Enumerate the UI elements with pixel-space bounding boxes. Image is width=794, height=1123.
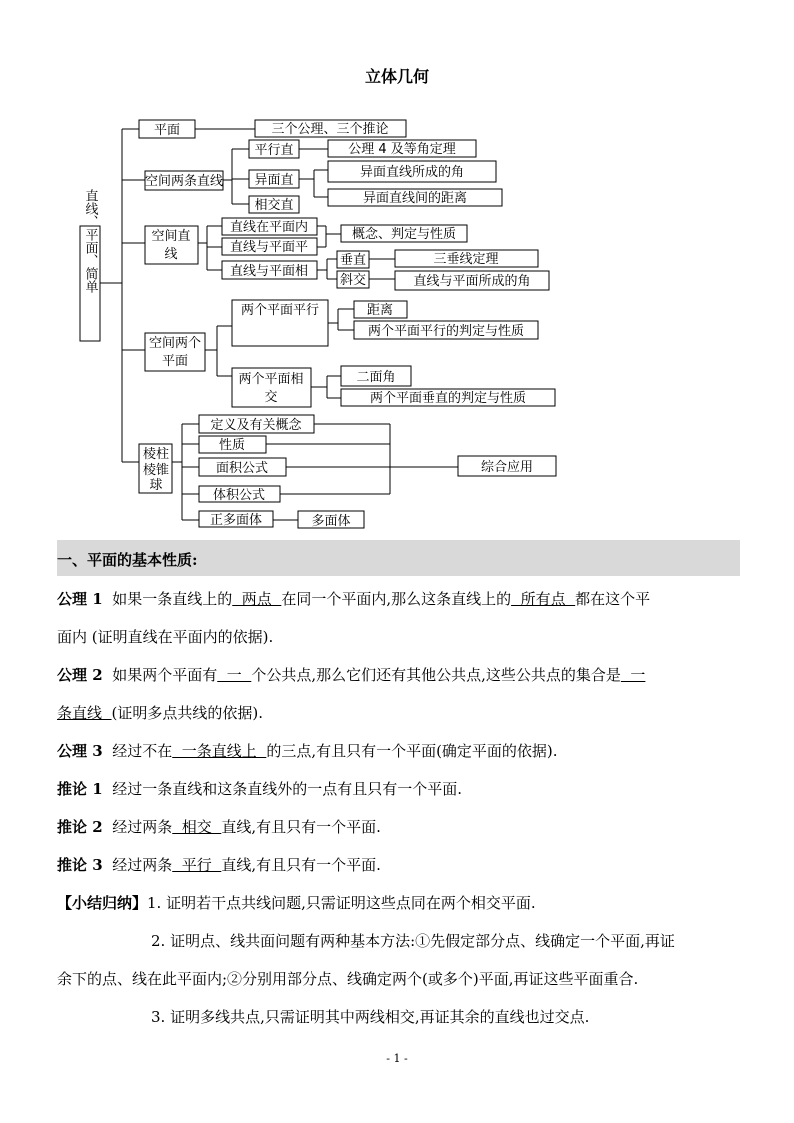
axiom2-line: 公理 2 如果两个平面有 一 个公共点,那么它们还有其他公共点,这些公共点的集合是 一 [57,666,646,684]
node-plane: 平面 [153,123,181,138]
node-planes-intersect: 两个平面相 [238,372,304,387]
knowledge-mindmap [0,0,794,540]
node-line-plane-leaf: 概念、判定与性质 [351,227,457,242]
node-planes-perp-judge: 两个平面垂直的判定与性质 [369,391,527,406]
node-oblique: 斜交 [339,273,367,288]
section-heading: 一、平面的基本性质: [57,551,198,569]
node-dihedral: 二面角 [356,370,396,385]
node-line-in-plane: 直线在平面内 [229,220,309,235]
page-number: - 1 - [386,1052,408,1065]
blank-line-a: 一 [620,666,646,684]
blank-all-points: 所有点 [511,590,576,608]
axiom3-line: 公理 3 经过不在 一条直线上 的三点,有且只有一个平面(确定平面的依据). [57,742,558,760]
node-skew-angle: 异面直线所成的角 [359,165,465,180]
node-line-plane-intersect: 直线与平面相 [229,264,309,279]
node-parallel-lines: 平行直 [254,143,294,158]
corollary2-line: 推论 2 经过两条 相交 直线,有且只有一个平面. [57,818,381,836]
node-skew-distance: 异面直线间的距离 [362,191,468,206]
axiom2-line2: 条直线 (证明多点共线的依据). [57,704,264,722]
blank-parallel: 平行 [172,856,222,874]
node-polyhedron: 多面体 [311,514,351,529]
node-line-plane-2: 线 [164,247,178,262]
summary-line1: 【小结归纳】1. 证明若干点共线问题,只需证明这些点同在两个相交平面. [57,894,536,912]
root-label: 直线、平面、简单 [82,189,98,293]
node-axiom4: 公理 4 及等角定理 [348,142,456,157]
node-solids: 棱柱 [142,447,170,462]
page-title: 立体几何 [364,67,429,86]
blank-two-points: 两点 [232,590,282,608]
node-planes-intersect-2: 交 [264,390,278,405]
summary-line2: 2. 证明点、线共面问题有两种基本方法:①先假定部分点、线确定一个平面,再证 [151,932,675,950]
node-planes-parallel-judge: 两个平面平行的判定与性质 [367,324,525,339]
node-definition: 定义及有关概念 [210,418,302,433]
summary-line3: 余下的点、线在此平面内;②分别用部分点、线确定两个(或多个)平面,再证这些平面重合. [57,970,639,988]
node-line-parallel-plane: 直线与平面平 [229,240,309,255]
corollary1-line: 推论 1 经过一条直线和这条直线外的一点有且只有一个平面. [57,780,462,798]
blank-intersect: 相交 [172,818,222,836]
node-three-perp: 三垂线定理 [433,252,499,267]
node-planes-parallel: 两个平面平行 [240,303,320,318]
node-volume: 体积公式 [212,488,266,503]
node-solids-3: 球 [149,478,163,493]
node-property: 性质 [218,438,246,453]
node-distance: 距离 [366,303,394,318]
axiom1-line2: 面内 (证明直线在平面内的依据). [57,628,274,646]
node-area: 面积公式 [215,461,269,476]
node-solids-2: 棱锥 [142,463,170,478]
corollary3-line: 推论 3 经过两条 平行 直线,有且只有一个平面. [57,856,381,874]
blank-line-b: 条直线 [57,704,112,722]
node-two-planes: 空间两个 [148,336,202,351]
node-skew-lines: 异面直 [254,173,294,188]
node-line-plane-angle: 直线与平面所成的角 [413,274,531,289]
node-regular: 正多面体 [209,513,263,528]
blank-one: 一 [217,666,252,684]
node-plane-leaf: 三个公理、三个推论 [271,122,389,137]
node-intersect-lines: 相交直 [254,198,294,213]
blank-one-line: 一条直线上 [172,742,267,760]
node-line-plane: 空间直 [151,229,191,244]
summary-line4: 3. 证明多线共点,只需证明其中两线相交,再证其余的直线也过交点. [151,1008,590,1026]
axiom1-line: 公理 1 如果一条直线上的 两点 在同一个平面内,那么这条直线上的 所有点 都在这个平 [57,590,651,608]
node-two-planes-2: 平面 [161,354,189,369]
node-two-lines: 空间两条直线 [144,174,224,189]
node-perpendicular: 垂直 [339,253,367,268]
node-application: 综合应用 [480,460,534,475]
